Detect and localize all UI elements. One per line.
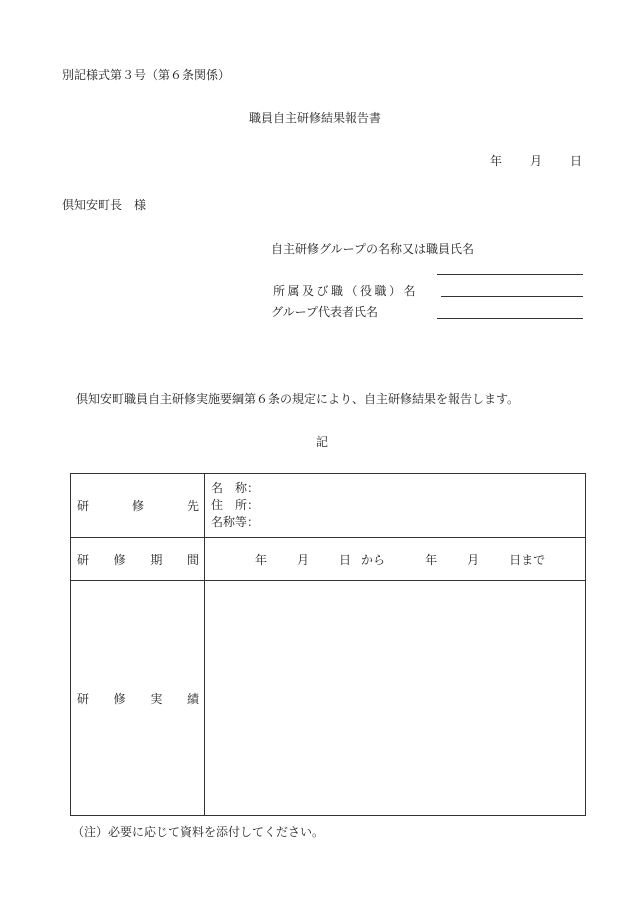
field-name-etc: 名称等： bbox=[211, 515, 260, 529]
training-period-label: 研 修 期 間 bbox=[71, 538, 205, 581]
field-name: 名 称： bbox=[211, 481, 260, 495]
training-period-value: 年 月 日 から 年 月 日まで bbox=[205, 538, 586, 581]
representative-label: グループ代表者氏名 bbox=[271, 305, 379, 319]
training-destination-fields bbox=[205, 474, 586, 538]
affiliation-line bbox=[441, 296, 583, 297]
group-or-name-label: 自主研修グループの名称又は職員氏名 bbox=[271, 242, 475, 256]
representative-line bbox=[437, 318, 583, 319]
training-period-row bbox=[71, 538, 586, 581]
training-results-label: 研 修 実 績 bbox=[71, 581, 205, 816]
training-destination-label: 研 修 先 bbox=[71, 474, 205, 538]
date-year: 年 bbox=[490, 154, 503, 168]
training-results-row bbox=[71, 581, 586, 816]
form-number: 別記様式第３号（第６条関係） bbox=[62, 68, 231, 82]
date-day: 日 bbox=[570, 154, 583, 168]
group-or-name-line bbox=[437, 274, 583, 275]
training-destination-row bbox=[71, 474, 586, 538]
ki-marker: 記 bbox=[316, 435, 329, 449]
field-address: 住 所： bbox=[211, 498, 260, 512]
training-results-value bbox=[205, 581, 586, 816]
affiliation-label: 所属及び職（役職）名 bbox=[273, 284, 419, 298]
document-title: 職員自主研修結果報告書 bbox=[249, 111, 382, 125]
date-month: 月 bbox=[530, 154, 543, 168]
report-table bbox=[70, 473, 586, 816]
addressee: 倶知安町長 様 bbox=[62, 198, 147, 212]
body-text: 倶知安町職員自主研修実施要綱第６条の規定により、自主研修結果を報告します。 bbox=[76, 392, 520, 406]
attachment-note: （注）必要に応じて資料を添付してください。 bbox=[72, 825, 325, 839]
